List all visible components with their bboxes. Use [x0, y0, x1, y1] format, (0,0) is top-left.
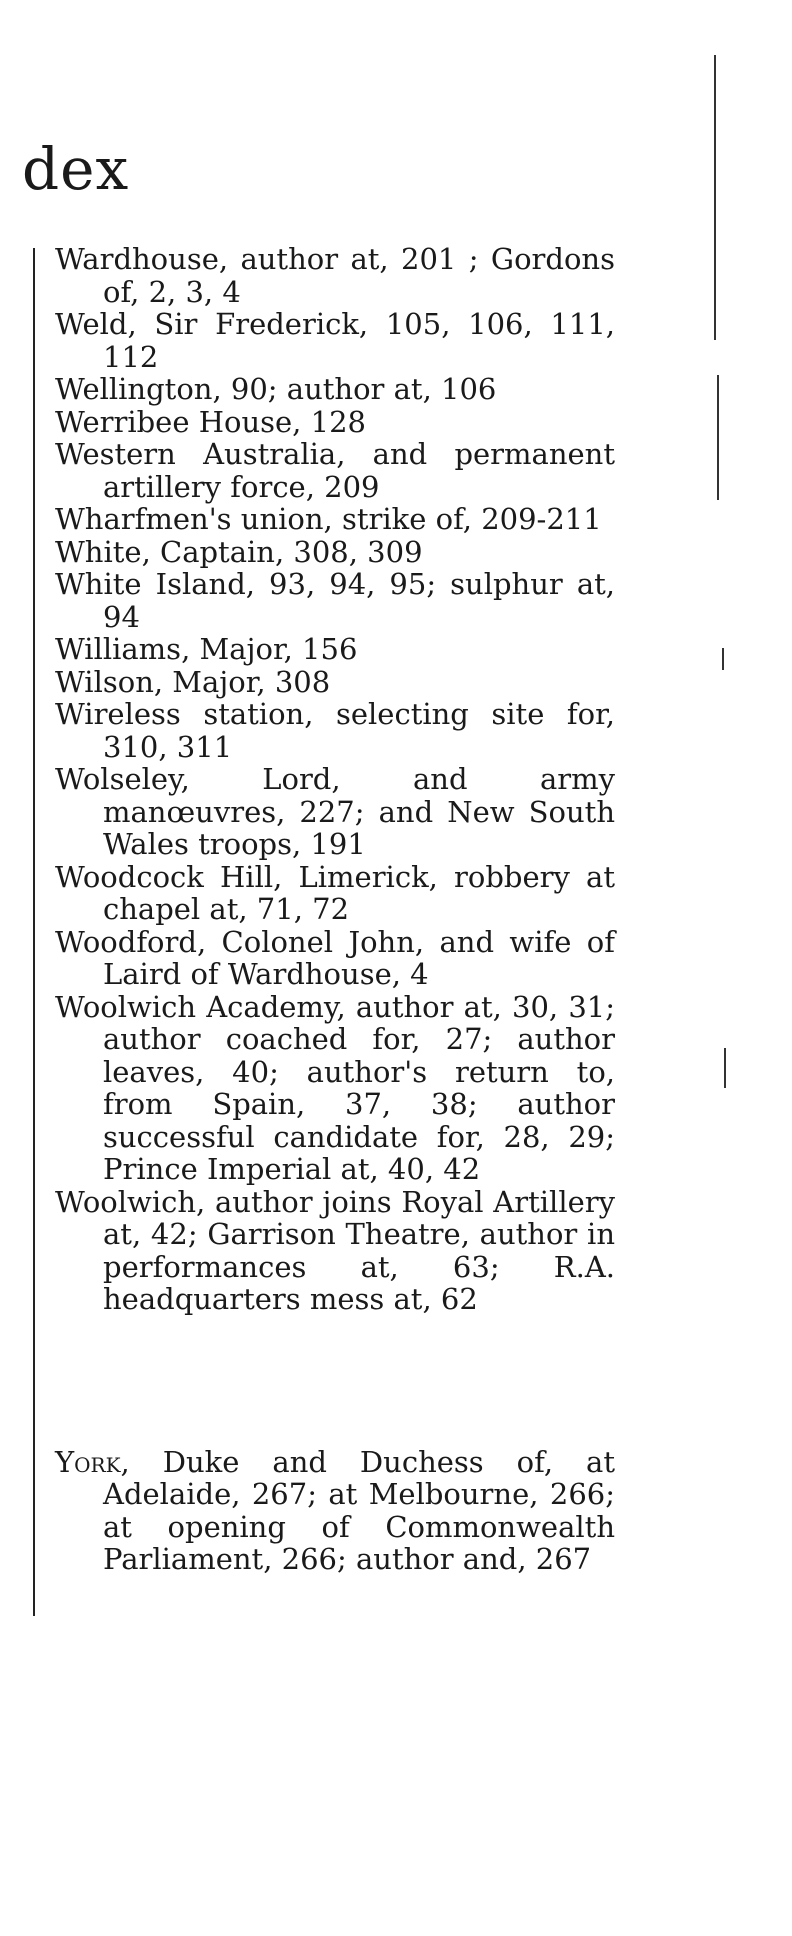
index-entry: Woodford, Colonel John, and wife of Laird of Wardhouse, 4	[55, 924, 615, 991]
margin-rule	[33, 248, 35, 1616]
index-entry: Werribee House, 128	[55, 404, 366, 439]
index-entry: Western Australia, and permanent artillery force, 209	[55, 437, 615, 504]
section-gap	[55, 1316, 615, 1446]
index-entry: White Island, 93, 94, 95; sulphur at, 94	[55, 567, 615, 634]
gutter-mark	[714, 55, 716, 340]
index-entry	[55, 1446, 615, 1576]
index-entry: Wireless station, selecting site for, 310, 311	[55, 697, 615, 764]
page-title: dex	[22, 135, 130, 203]
index-entry: Wilson, Major, 308	[55, 664, 331, 699]
gutter-mark	[717, 375, 719, 500]
index-entry-text: , Duke and Duchess of, at Adelaide, 267; at Melbourne, 266; at opening of Commonwealth Parliament, 266; author and, 267	[103, 1444, 615, 1576]
index-entry: Weld, Sir Frederick, 105, 106, 111, 112	[55, 307, 615, 374]
index-list	[55, 243, 615, 1576]
index-entry: Woolwich Academy, author at, 30, 31; author coached for, 27; author leaves, 40; author's return to, from Spain, 37, 38; author successful candidate for, 28, 29; Prince Imperial at, 40, 42	[55, 989, 615, 1186]
index-entry: Wolseley, Lord, and army manœuvres, 227; and New South Wales troops, 191	[55, 762, 615, 861]
index-entry: Wharfmen's union, strike of, 209-211	[55, 502, 602, 536]
index-entry: Williams, Major, 156	[55, 632, 358, 666]
gutter-mark	[722, 648, 724, 670]
index-entry: Wardhouse, author at, 201 ; Gordons of, 2, 3, 4	[55, 242, 615, 309]
gutter-mark	[724, 1048, 726, 1088]
index-entry: Woolwich, author joins Royal Artillery at, 42; Garrison Theatre, author in performances at, 63; R.A. headquarters mess at, 62	[55, 1184, 615, 1316]
index-entry: White, Captain, 308, 309	[55, 534, 423, 569]
index-entry: Woodcock Hill, Limerick, robbery at chapel at, 71, 72	[55, 859, 615, 926]
index-headword: York	[55, 1444, 121, 1479]
index-entry: Wellington, 90; author at, 106	[55, 372, 497, 406]
